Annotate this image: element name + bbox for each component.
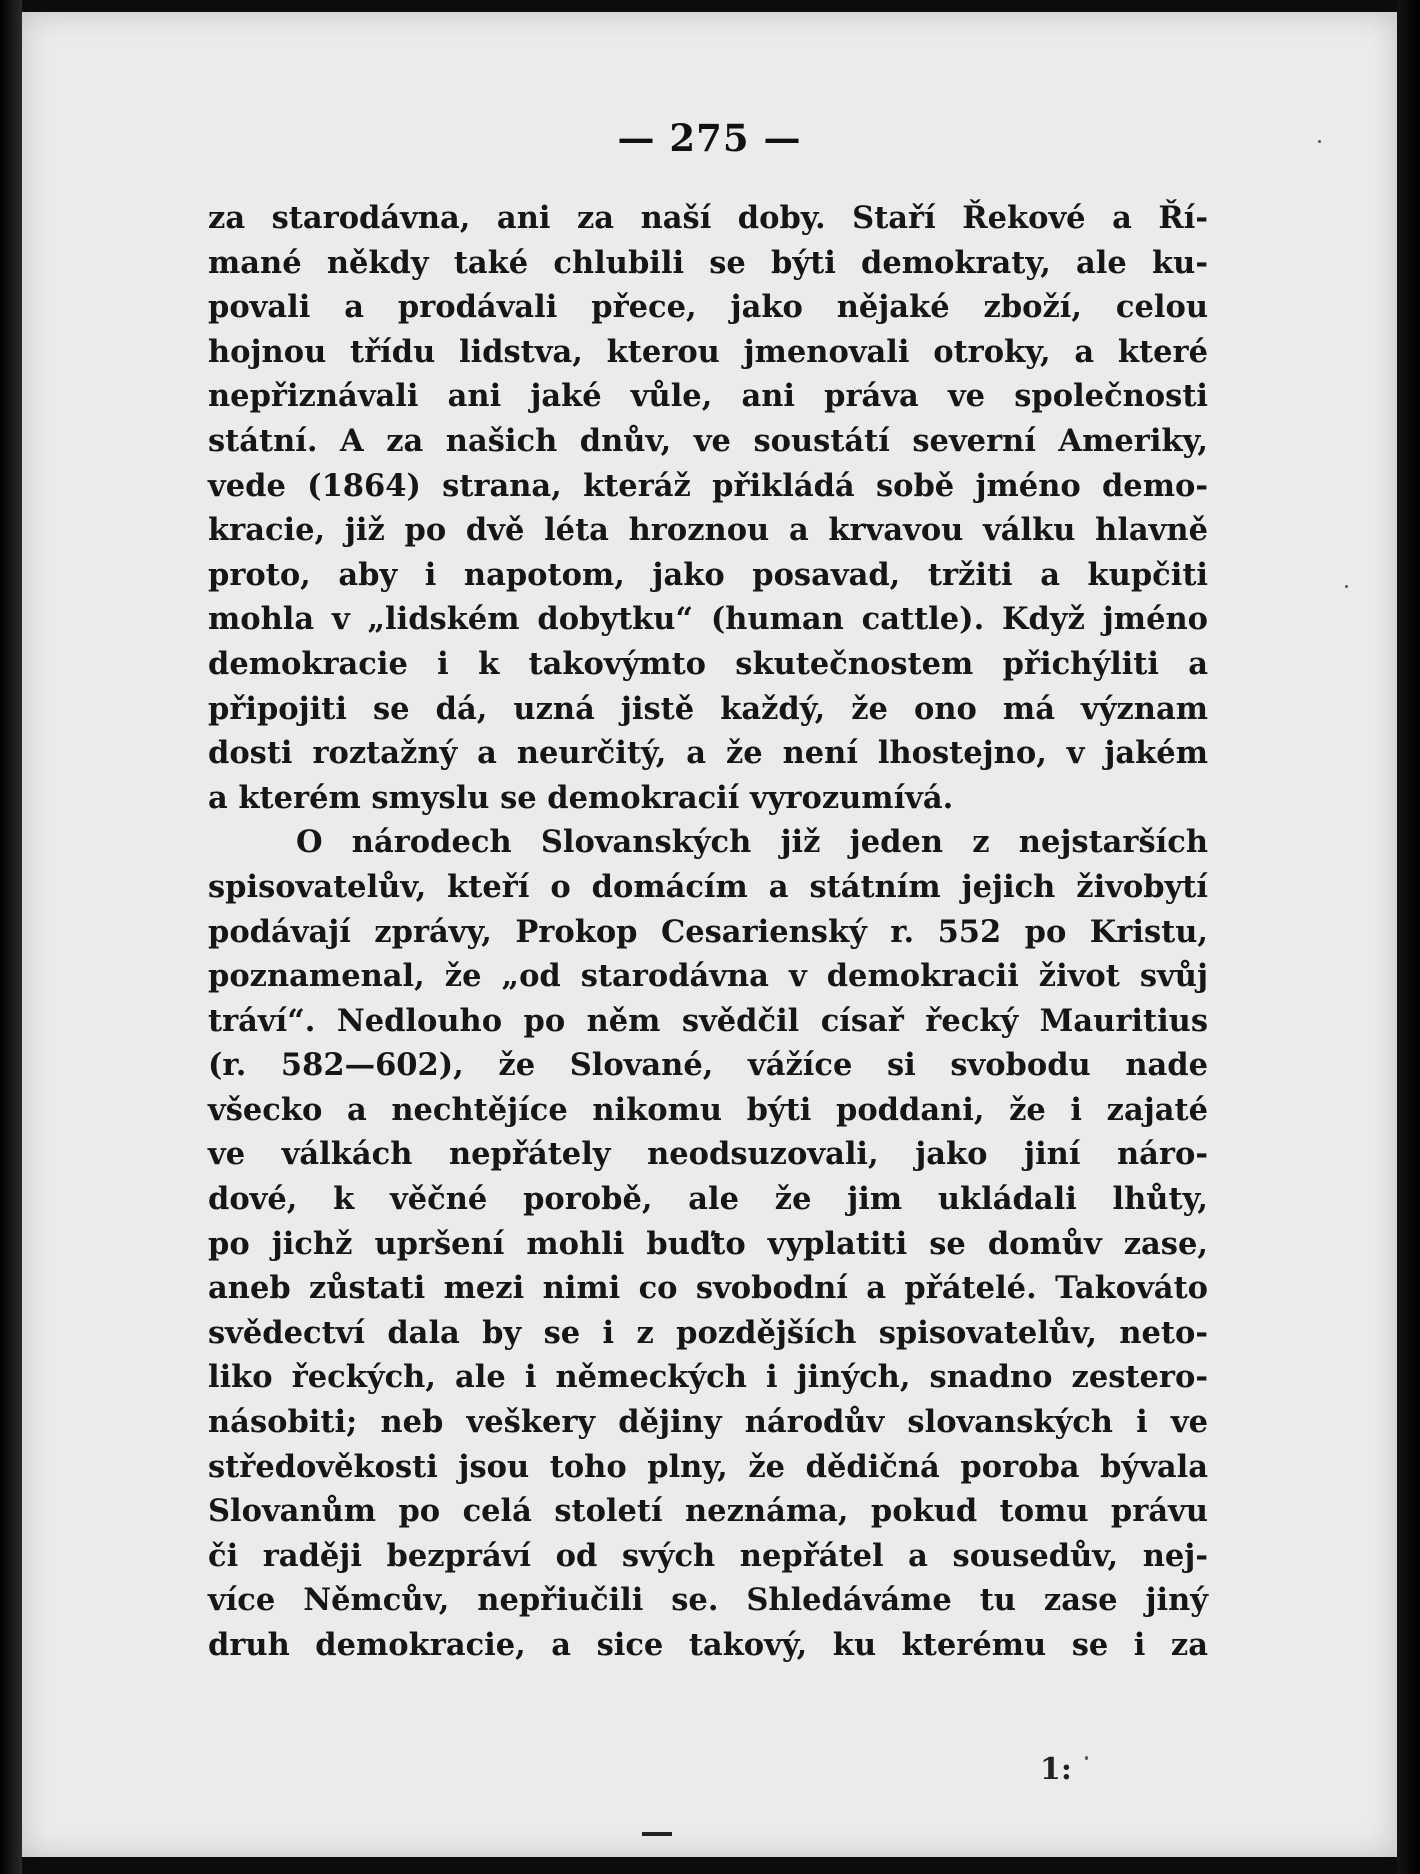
scan-speck: [1318, 140, 1321, 143]
text-line: proto, aby i napotom, jako posavad, tržiti a kupčiti: [208, 556, 1208, 593]
text-line: (r. 582—602), že Slované, vážíce si svobodu nade: [208, 1047, 1208, 1084]
text-line: vede (1864) strana, kteráž přikládá sobě jméno demo-: [208, 467, 1208, 504]
text-line: středověkosti jsou toho plny, že dědičná poroba bývala: [208, 1448, 1208, 1485]
text-line: podávají zprávy, Prokop Cesarienský r. 552 po Kristu,: [208, 913, 1208, 950]
text-line: demokracie i k takovýmto skutečnostem přichýliti a: [208, 645, 1208, 682]
page-right-edge: [1397, 0, 1420, 1874]
paragraph-last-line: a kterém smyslu se demokracií vyrozumívá.: [208, 779, 954, 816]
text-line: ve válkách nepřátely neodsuzovali, jako jiní náro-: [208, 1136, 1208, 1173]
paragraph-first-line: O národech Slovanských již jeden z nejstarších: [296, 824, 1208, 861]
text-line: svědectví dala by se i z pozdějších spisovatelův, neto-: [208, 1314, 1208, 1351]
text-line: Slovanům po celá století neznáma, pokud tomu právu: [208, 1493, 1208, 1530]
text-line: liko řeckých, ale i německých i jiných, snadno zestero-: [208, 1359, 1208, 1396]
text-line: dové, k věčné porobě, ale že jim ukládali lhůty,: [208, 1181, 1208, 1218]
page-number-header: — 275 —: [617, 116, 802, 160]
text-line: poznamenal, že „od starodávna v demokracii život svůj: [208, 958, 1208, 995]
text-line: za starodávna, ani za naší doby. Staří Řekové a Ří-: [208, 200, 1208, 236]
text-line: kracie, již po dvě léta hroznou a krvavou válku hlavně: [208, 512, 1208, 549]
text-line: nepřiznávali ani jaké vůle, ani práva ve společnosti: [208, 378, 1208, 415]
text-line: spisovatelův, kteří o domácím a státním jejich živobytí: [208, 868, 1208, 905]
book-spine-edge: [0, 0, 22, 1874]
text-line: aneb zůstati mezi nimi co svobodní a přátelé. Takováto: [208, 1270, 1208, 1307]
text-line: státní. A za našich dnův, ve soustátí severní Ameriky,: [208, 422, 1208, 459]
text-line: hojnou třídu lidstva, kterou jmenovali otroky, a které: [208, 333, 1208, 370]
scan-speck: [1085, 1756, 1088, 1760]
text-line: povali a prodávali přece, jako nějaké zboží, celou: [208, 289, 1208, 326]
scan-speck: [1345, 585, 1348, 588]
text-line: více Němcův, nepřiučili se. Shledáváme tu zase jiný: [208, 1582, 1208, 1619]
text-line: mané někdy také chlubili se býti demokraty, ale ku-: [208, 244, 1208, 281]
text-line: druh demokracie, a sice takový, ku kterému se i za: [208, 1627, 1208, 1663]
catchword: 1:: [1040, 1752, 1072, 1787]
bottom-mark: [642, 1832, 672, 1836]
text-line: všecko a nechtějíce nikomu býti poddani, že i zajaté: [208, 1091, 1208, 1128]
text-line: či raději bezpráví od svých nepřátel a sousedův, nej-: [208, 1537, 1208, 1574]
text-line: tráví“. Nedlouho po něm svědčil císař řecký Mauritius: [208, 1002, 1208, 1039]
text-line: po jichž upršení mohli buďto vyplatiti se domův zase,: [208, 1225, 1208, 1262]
text-line: násobiti; neb veškery dějiny národův slovanských i ve: [208, 1404, 1208, 1441]
text-line: mohla v „lidském dobytku“ (human cattle). Když jméno: [208, 601, 1208, 638]
text-line: připojiti se dá, uzná jistě každý, že ono má význam: [208, 690, 1208, 727]
text-line: dosti roztažný a neurčitý, a že není lhostejno, v jakém: [208, 735, 1208, 772]
body-text: [208, 196, 1208, 1668]
